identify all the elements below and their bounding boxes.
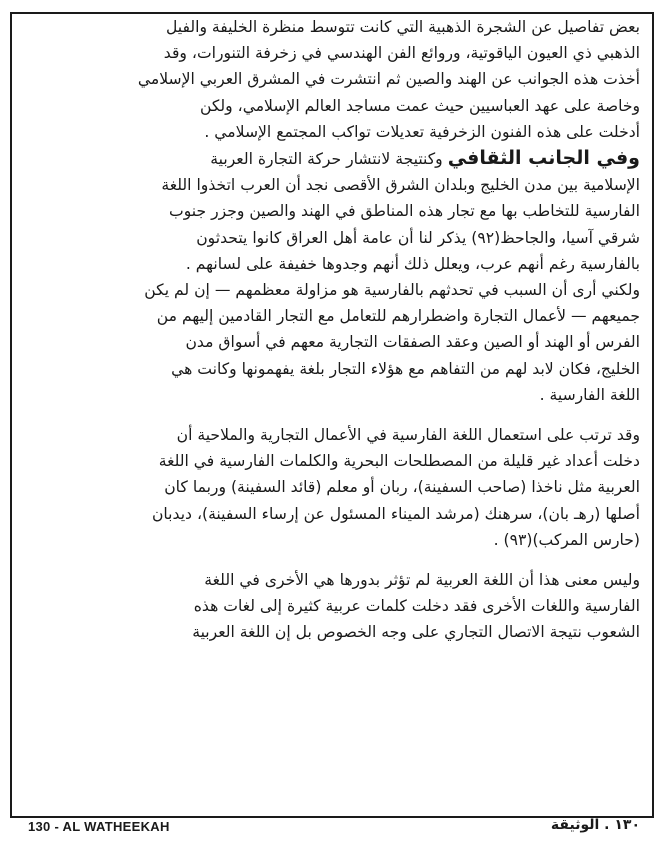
text-line: وليس معنى هذا أن اللغة العربية لم تؤثر بدورها هي الأخرى في اللغة xyxy=(204,571,640,590)
article-body xyxy=(26,14,640,646)
text-line: الذهبي ذي العيون الياقوتية، وروائع الفن الهندسي في زخرفة التنورات، وقد xyxy=(163,44,640,63)
text-line: بعض تفاصيل عن الشجرة الذهبية التي كانت تتوسط منظرة الخليفة والفيل xyxy=(165,18,640,36)
paragraph-4 xyxy=(26,567,640,646)
footer-page-label-arabic: ١٣٠ . الوثيقة xyxy=(550,817,640,833)
paragraph-3 xyxy=(26,422,640,553)
text-line: أصلها (رهـ بان)، سرهنك (مرشد الميناء المسئول عن إرساء السفينة)، ديدبان xyxy=(151,504,640,523)
text-line: وخاصة على عهد العباسيين حيث عمت مساجد العالم الإسلامي، ولكن xyxy=(199,96,640,115)
text-line: أدخلت على هذه الفنون الزخرفية تعديلات تواكب المجتمع الإسلامي . xyxy=(204,122,640,141)
text-line: وكنتيجة لانتشار حركة التجارة العربية xyxy=(210,150,443,169)
text-line: وقد ترتب على استعمال اللغة الفارسية في الأعمال التجارية والملاحية أن xyxy=(176,426,640,445)
text-line: اللغة الفارسية . xyxy=(539,385,640,404)
text-line: الفرس أو الهند أو الصين وعقد الصفقات التجارية معهم في أسواق مدن xyxy=(185,333,640,352)
text-line: أخذت هذه الجوانب عن الهند والصين ثم انتشرت في المشرق العربي الإسلامي xyxy=(137,70,640,89)
text-line: الشعوب نتيجة الاتصال التجاري على وجه الخصوص بل إن اللغة العربية xyxy=(192,623,640,642)
text-line: الفارسية للتخاطب بها مع تجار هذه المناطق في الهند والصين وجزر جنوب xyxy=(169,202,640,221)
text-line: العربية مثل ناخذا (صاحب السفينة)، ربان أو معلم (قائد السفينة) وربما كان xyxy=(164,478,640,497)
section-heading: وفي الجانب الثقافي xyxy=(447,147,640,170)
paragraph-1 xyxy=(26,14,640,145)
text-line: دخلت أعداد غير قليلة من المصطلحات البحرية والكلمات الفارسية في اللغة xyxy=(158,452,640,471)
text-line: ولكني أرى أن السبب في تحدثهم بالفارسية هو مزاولة معظمهم — إن لم يكن xyxy=(144,281,640,300)
text-line: جميعهم — لأعمال التجارة واضطرارهم للتعامل مع التجار القادمين إليهم من xyxy=(156,307,640,326)
text-line: بالفارسية رغم أنهم عرب، ويعلل ذلك أنهم وجدوها خفيفة على لسانهم . xyxy=(185,254,640,273)
text-line: الإسلامية بين مدن الخليج وبلدان الشرق الأقصى نجد أن العرب اتخذوا اللغة xyxy=(161,176,640,195)
paragraph-2 xyxy=(26,145,640,408)
text-line: (حارس المركب)(٩٣) . xyxy=(493,530,640,549)
text-line: الفارسية واللغات الأخرى فقد دخلت كلمات عربية كثيرة إلى لغات هذه xyxy=(193,597,640,616)
text-line: شرقي آسيا، والجاحظ(٩٢) يذكر لنا أن عامة أهل العراق كانوا يتحدثون xyxy=(196,228,640,247)
footer-page-label-latin: 130 - AL WATHEEKAH xyxy=(28,819,170,834)
text-line: الخليج، فكان لابد لهم من التفاهم مع هؤلاء التجار بلغة يفهمونها وكانت هي xyxy=(171,359,640,378)
